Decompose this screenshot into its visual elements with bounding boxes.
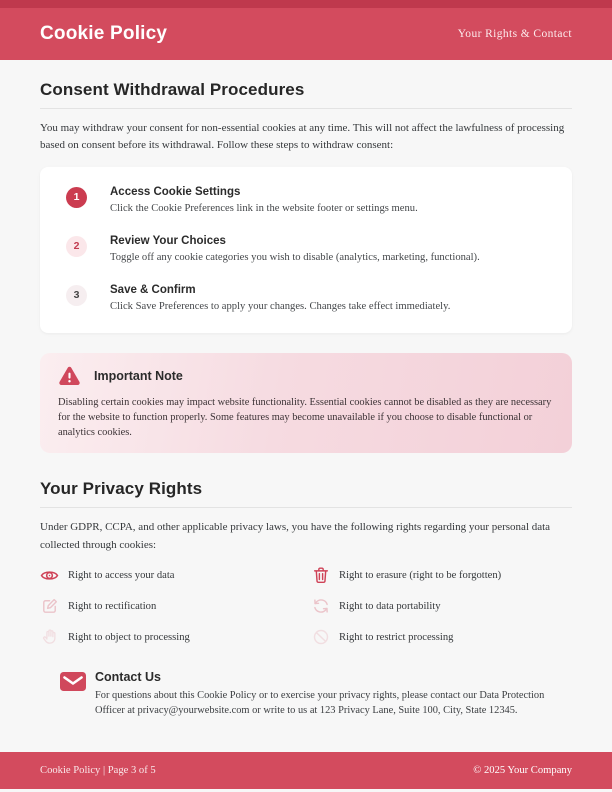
withdrawal-steps-card — [40, 167, 572, 333]
right-item-access — [40, 566, 301, 584]
step-description: Click Save Preferences to apply your changes. Changes take effect immediately. — [110, 300, 451, 312]
right-label: Right to erasure (right to be forgotten) — [339, 569, 502, 581]
envelope-icon — [60, 672, 86, 691]
right-label: Right to data portability — [339, 600, 441, 612]
section-heading-consent-withdrawal: Consent Withdrawal Procedures — [40, 80, 572, 109]
contact-text: For questions about this Cookie Policy or to exercise your privacy rights, please contact our Data Protection Officer at privacy@yourwebsite.com or write to us at 123 Privacy Lane, Suite 100, City, State 12345. — [95, 690, 545, 716]
hand-icon — [40, 628, 59, 647]
page-footer — [0, 752, 612, 789]
footer-page-indicator: Cookie Policy | Page 3 of 5 — [40, 765, 156, 776]
right-item-rectification — [40, 597, 301, 615]
eye-icon — [40, 566, 59, 585]
step-row-3 — [66, 284, 546, 314]
section-heading-privacy-rights: Your Privacy Rights — [40, 479, 572, 508]
header-subtitle: Your Rights & Contact — [457, 28, 572, 40]
step-number-badge: 3 — [66, 285, 87, 306]
step-title: Save & Confirm — [110, 283, 196, 296]
right-label: Right to access your data — [68, 569, 175, 581]
right-item-erasure — [311, 566, 572, 584]
rights-intro-paragraph: Under GDPR, CCPA, and other applicable privacy laws, you have the following rights regarding your personal data collected through cookies: — [40, 521, 551, 551]
step-row-1 — [66, 186, 546, 216]
page-title: Cookie Policy — [40, 23, 168, 44]
step-title: Review Your Choices — [110, 234, 226, 247]
privacy-rights-grid — [40, 566, 572, 646]
step-number-badge: 2 — [66, 236, 87, 257]
trash-icon — [311, 566, 330, 585]
step-description: Click the Cookie Preferences link in the website footer or settings menu. — [110, 202, 418, 214]
contact-title: Contact Us — [95, 670, 161, 685]
footer-copyright: © 2025 Your Company — [473, 765, 572, 776]
warning-triangle-icon — [58, 366, 81, 387]
right-label: Right to rectification — [68, 600, 157, 612]
contact-us-block — [40, 670, 572, 718]
right-item-portability — [311, 597, 572, 615]
page-header — [0, 0, 612, 60]
important-note-callout — [40, 353, 572, 454]
note-title: Important Note — [94, 369, 183, 384]
step-row-2 — [66, 235, 546, 265]
step-number-badge: 1 — [66, 187, 87, 208]
header-accent-strip — [0, 0, 612, 8]
step-title: Access Cookie Settings — [110, 185, 241, 198]
step-description: Toggle off any cookie categories you wish to disable (analytics, marketing, functional). — [110, 251, 480, 263]
right-item-restrict — [311, 628, 572, 646]
refresh-icon — [311, 597, 330, 616]
pencil-icon — [40, 597, 59, 616]
right-item-object — [40, 628, 301, 646]
note-body: Disabling certain cookies may impact website functionality. Essential cookies cannot be disabled as they are necessary for the website to function properly. Some features may become unavailable if you choose to disable functional or analytics cookies. — [58, 396, 552, 439]
consent-intro-paragraph: You may withdraw your consent for non-essential cookies at any time. This will not affect the lawfulness of processing based on consent before its withdrawal. Follow these steps to withdraw consent: — [40, 122, 565, 152]
right-label: Right to object to processing — [68, 631, 190, 643]
prohibition-icon — [311, 628, 330, 647]
right-label: Right to restrict processing — [339, 631, 454, 643]
